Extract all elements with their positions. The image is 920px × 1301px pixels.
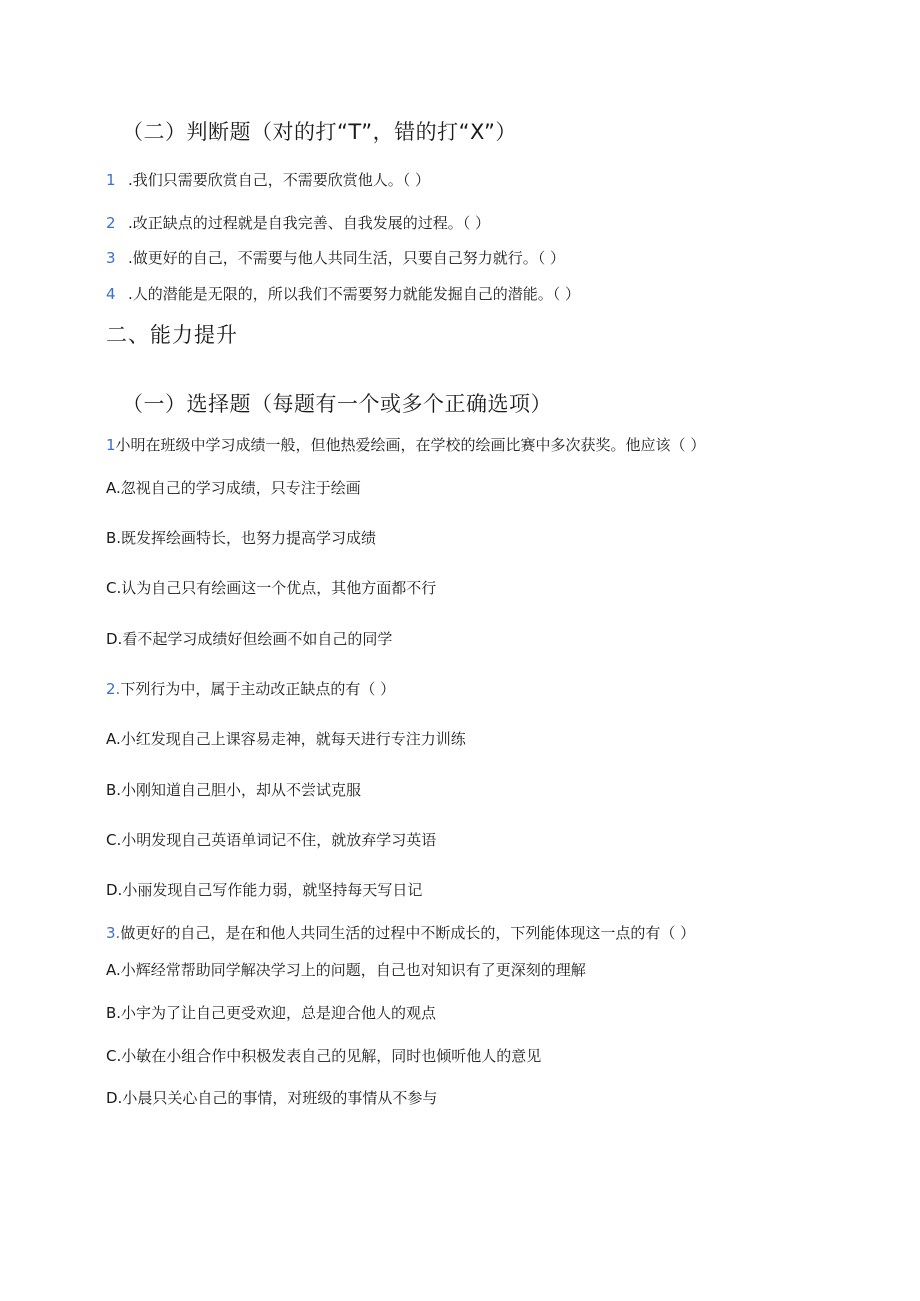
item-text: .人的潜能是无限的，所以我们不需要努力就能发掘自己的潜能。（ ） [128,285,581,303]
judgement-item-2 [106,212,490,233]
choice-heading: （一）选择题（每题有一个或多个正确选项） [122,392,552,416]
question-1-option-c: C.认为自己只有绘画这一个优点，其他方面都不行 [106,579,437,597]
question-2 [106,678,395,699]
judgement-item-3 [106,247,565,268]
section-heading: 二、能力提升 [106,323,238,347]
question-text: 小明在班级中学习成绩一般，但他热爱绘画，在学校的绘画比赛中多次获奖。他应该（ ） [115,436,706,454]
question-number: 1 [106,436,116,454]
question-1-option-b: B.既发挥绘画特长，也努力提高学习成绩 [106,529,377,547]
question-1-option-a: A.忽视自己的学习成绩，只专注于绘画 [106,479,361,497]
item-number: 2 [106,214,116,232]
item-text: .我们只需要欣赏自己，不需要欣赏他人。（ ） [128,171,431,189]
question-text: 下列行为中，属于主动改正缺点的有（ ） [120,680,396,698]
question-2-option-a: A.小红发现自己上课容易走神，就每天进行专注力训练 [106,730,466,748]
question-2-option-c: C.小明发现自己英语单词记不住，就放弃学习英语 [106,831,437,849]
item-number: 3 [106,249,116,267]
judgement-item-1 [106,169,430,190]
question-number: 3. [106,924,121,942]
question-3-option-a: A.小辉经常帮助同学解决学习上的问题，自己也对知识有了更深刻的理解 [106,961,586,979]
item-number: 4 [106,285,116,303]
question-2-option-d: D.小丽发现自己写作能力弱，就坚持每天写日记 [106,881,423,899]
question-3-option-c: C.小敏在小组合作中积极发表自己的见解，同时也倾听他人的意见 [106,1047,542,1065]
item-text: .改正缺点的过程就是自我完善、自我发展的过程。（ ） [128,214,491,232]
question-text: 做更好的自己，是在和他人共同生活的过程中不断成长的，下列能体现这一点的有（ ） [120,924,696,942]
item-number: 1 [106,171,116,189]
question-1 [106,434,705,455]
question-1-option-d: D.看不起学习成绩好但绘画不如自己的同学 [106,630,393,648]
question-3-option-d: D.小晨只关心自己的事情，对班级的事情从不参与 [106,1089,438,1107]
question-2-option-b: B.小刚知道自己胆小，却从不尝试克服 [106,781,362,799]
judgement-heading: （二）判断题（对的打“T”，错的打“X”） [122,120,517,144]
question-3-option-b: B.小宇为了让自己更受欢迎，总是迎合他人的观点 [106,1004,437,1022]
judgement-item-4 [106,283,580,304]
item-text: .做更好的自己，不需要与他人共同生活，只要自己努力就行。（ ） [128,249,566,267]
question-3 [106,922,695,943]
question-number: 2. [106,680,121,698]
